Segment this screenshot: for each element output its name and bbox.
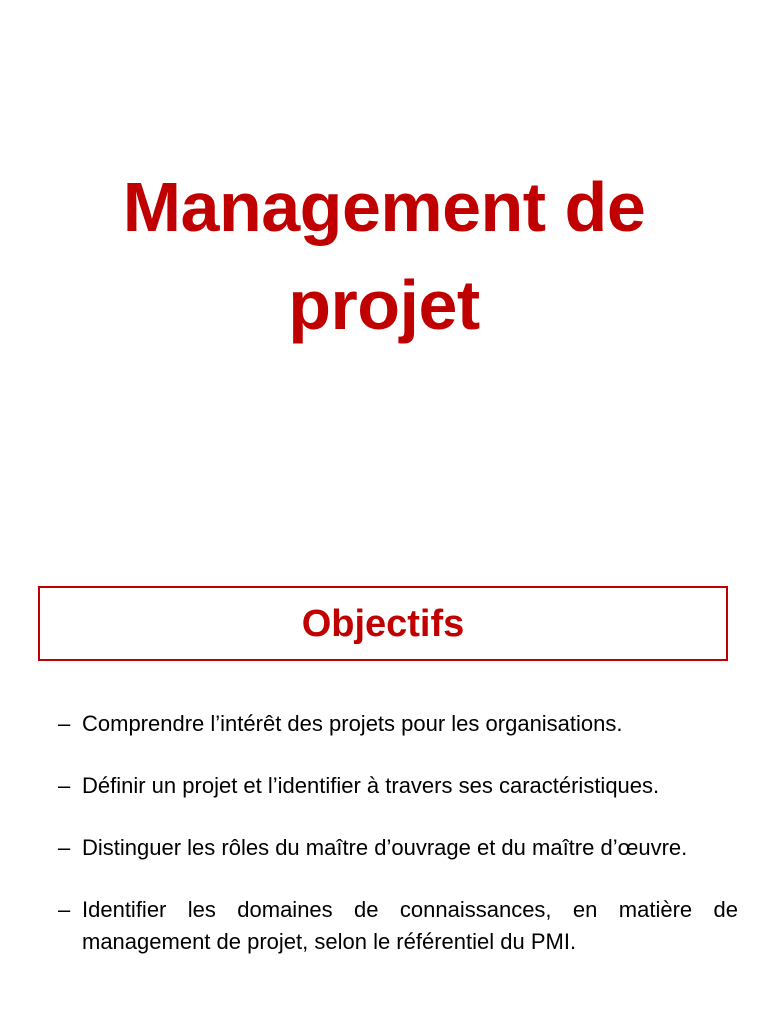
objective-text: Identifier les domaines de connaissances, en matière de management de projet, selon le référentiel du PMI. xyxy=(82,897,738,954)
objectives-list xyxy=(58,708,738,958)
objectives-heading: Objectifs xyxy=(301,602,465,645)
bullet-dash: – xyxy=(58,773,71,798)
objective-text: Définir un projet et l’identifier à travers ses caractéristiques. xyxy=(82,773,660,798)
slide-title-line-1: Management de xyxy=(122,168,646,246)
objective-item xyxy=(58,770,738,802)
slide-title xyxy=(0,158,768,354)
bullet-dash: – xyxy=(58,711,71,736)
objective-item xyxy=(58,708,738,740)
objective-item xyxy=(58,832,738,864)
bullet-dash: – xyxy=(58,835,71,860)
slide-title-line-2: projet xyxy=(288,266,480,344)
objectives-heading-box xyxy=(38,586,728,661)
objective-text: Distinguer les rôles du maître d’ouvrage et du maître d’œuvre. xyxy=(82,835,688,860)
objective-text: Comprendre l’intérêt des projets pour les organisations. xyxy=(82,711,623,736)
bullet-dash: – xyxy=(58,897,71,922)
objective-item xyxy=(58,894,738,958)
